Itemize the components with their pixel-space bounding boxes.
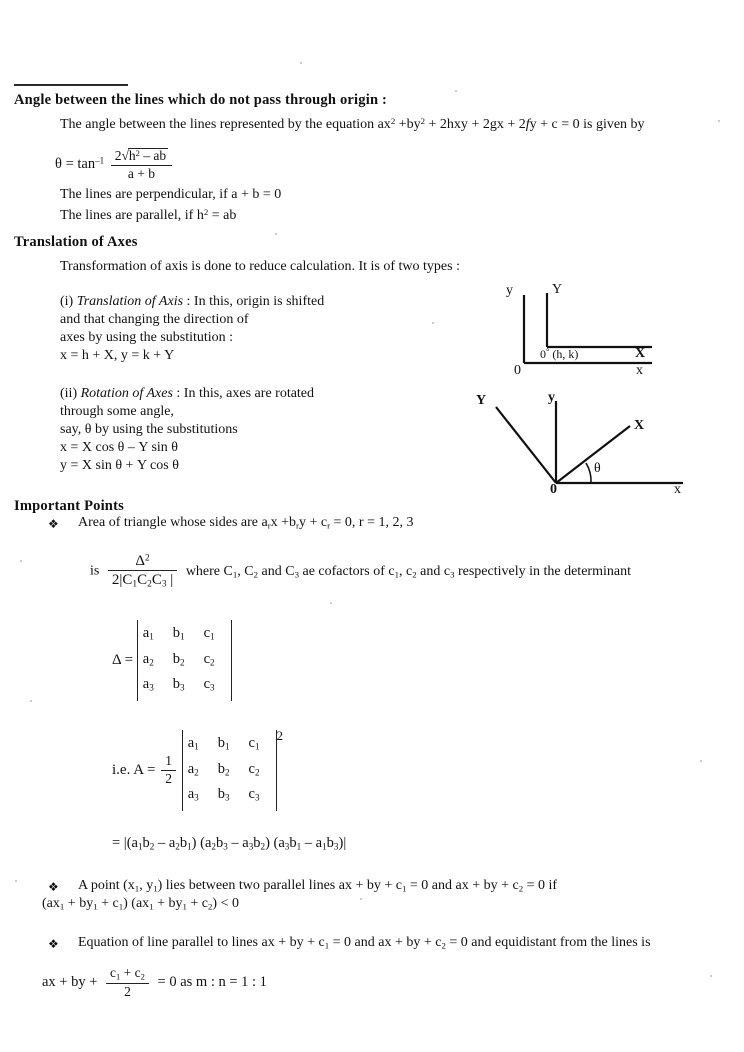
det-cell: $c_1$ bbox=[248, 735, 260, 752]
translation-item2-line5: y = X sin θ + Y cos θ bbox=[60, 458, 179, 473]
one-half-fraction bbox=[161, 754, 176, 786]
scan-speck bbox=[455, 90, 457, 92]
translation-item1-line4: x = h + X, y = k + Y bbox=[60, 348, 175, 363]
det-cell: $b_1$ bbox=[217, 735, 230, 752]
translation-item2-line4: x = X cos θ – Y sin θ bbox=[60, 440, 179, 455]
angle-formula-fraction bbox=[111, 148, 172, 181]
important-point-1-formula-row bbox=[90, 553, 631, 590]
translation-label-x-outer: x bbox=[636, 363, 643, 378]
det-cell: $c_2$ bbox=[203, 650, 215, 668]
point3-formula-prefix: ax + by + bbox=[42, 973, 98, 990]
translation-item1-line1 bbox=[60, 293, 324, 310]
important-point-3-formula bbox=[42, 966, 267, 999]
important-point-1-text: Area of triangle whose sides are $a_rx +b_ry + c_r = 0$, r = 1, 2, 3 bbox=[78, 515, 414, 531]
ie-label: i.e. A = bbox=[112, 761, 156, 778]
scan-speck bbox=[700, 760, 702, 762]
translation-item2-marker: (ii) bbox=[60, 386, 78, 401]
determinant-expansion: = $|(a_1b_2 - a_2b_1)$ $(a_2b_3 - a_3b_2)$ $(a_3b_1 - a_1b_3)|$ bbox=[112, 835, 347, 852]
area-where-text: where $C_1$, $C_2$ and $C_3$ ae cofactors of $c_1$, $c_2$ and $c_3$ respectively in the determinant bbox=[185, 563, 631, 580]
translation-label-y-outer: y bbox=[506, 283, 513, 298]
scan-speck bbox=[300, 62, 302, 64]
det-cell: $a_2$ bbox=[187, 760, 199, 778]
det-cell: $a_3$ bbox=[187, 786, 199, 803]
one-half-denominator: 2 bbox=[165, 770, 172, 786]
scan-speck bbox=[15, 880, 17, 882]
area-determinant-row bbox=[112, 730, 283, 811]
delta-label: Δ = bbox=[112, 651, 134, 668]
bullet-icon: ❖ bbox=[48, 937, 59, 951]
translation-item2-line1-rest: : In this, axes are rotated bbox=[172, 386, 315, 401]
point3-formula-suffix: = 0 as m : n = 1 : 1 bbox=[157, 973, 267, 990]
section-heading-translation-of-axes: Translation of Axes bbox=[14, 234, 138, 250]
section-heading-angle-between-lines: Angle between the lines which do not pass through origin : bbox=[14, 92, 388, 108]
important-point-2-line1: A point ($x_1$, $y_1$) lies between two parallel lines ax + by + $c_1 = 0$ and ax + by + $c_2 = 0$ if bbox=[78, 878, 558, 894]
determinant-exponent: 2 bbox=[276, 728, 284, 743]
scan-speck bbox=[330, 602, 332, 604]
scan-speck bbox=[20, 560, 22, 562]
rotation-label-Y: Y bbox=[476, 393, 487, 408]
point3-fraction bbox=[106, 966, 149, 999]
translation-label-Y-inner: Y bbox=[552, 282, 563, 297]
angle-formula-denominator: a + b bbox=[127, 165, 155, 181]
scan-speck bbox=[275, 233, 277, 235]
bullet-icon: ❖ bbox=[48, 517, 59, 531]
rotation-label-y-axis: y bbox=[548, 390, 555, 405]
area-fraction-numerator: $\Delta^2$ bbox=[108, 553, 177, 571]
table-row bbox=[186, 783, 273, 809]
translation-item2-title: Rotation of Axes bbox=[80, 386, 173, 401]
det-cell: $b_2$ bbox=[172, 650, 185, 668]
det-cell: $a_1$ bbox=[142, 625, 154, 642]
rotation-label-X: X bbox=[634, 418, 645, 433]
det-cell: $c_3$ bbox=[203, 676, 215, 693]
table-row bbox=[141, 648, 228, 674]
det-cell: $b_3$ bbox=[217, 786, 230, 803]
translation-item2-line3: say, θ by using the substitutions bbox=[60, 422, 238, 437]
table-row bbox=[141, 673, 228, 699]
delta-determinant bbox=[137, 620, 232, 701]
scan-speck bbox=[30, 700, 32, 702]
area-fraction-denominator: $2|C_1C_2C_3$ | bbox=[111, 572, 174, 590]
table-row bbox=[186, 758, 273, 784]
area-determinant bbox=[182, 730, 277, 811]
det-cell: $c_3$ bbox=[248, 786, 260, 803]
translation-item1-title: Translation of Axis bbox=[76, 294, 184, 309]
translation-item1-line1-rest: : In this, origin is shifted bbox=[183, 294, 325, 309]
rotation-of-axes-diagram bbox=[476, 390, 693, 498]
det-cell: $b_3$ bbox=[172, 676, 185, 693]
delta-determinant-row bbox=[112, 620, 232, 701]
note-parallel: The lines are parallel, if $h^2$ = ab bbox=[60, 207, 237, 224]
area-fraction bbox=[108, 553, 177, 590]
det-cell: $a_2$ bbox=[142, 650, 154, 668]
scan-speck bbox=[710, 975, 712, 977]
point3-fraction-numerator: $c_1 + c_2$ bbox=[106, 966, 149, 984]
translation-item1-marker: (i) bbox=[60, 294, 74, 309]
translation-of-axes-diagram bbox=[500, 282, 660, 385]
important-point-3-line1: Equation of line parallel to lines ax + by + $c_1 = 0$ and ax + by + $c_2 = 0$ and equidistant from the lines is bbox=[78, 935, 651, 951]
det-cell: $b_2$ bbox=[217, 760, 230, 778]
translation-item1-line3: axes by using the substitution : bbox=[60, 330, 234, 345]
scan-speck bbox=[718, 120, 720, 122]
angle-intro-text: The angle between the lines represented by the equation $ax^2 +by^2 + 2hxy + 2gx + 2fy + c = 0$ is given by bbox=[60, 116, 645, 133]
translation-item2-line1 bbox=[60, 385, 314, 402]
note-perpendicular: The lines are perpendicular, if a + b = 0 bbox=[60, 187, 282, 202]
angle-formula-lhs: θ = tan bbox=[55, 155, 96, 172]
bullet-icon: ❖ bbox=[48, 880, 59, 894]
table-row bbox=[186, 732, 273, 758]
rotation-label-x-axis: x bbox=[674, 482, 681, 497]
translation-new-origin-coords: (h, k) bbox=[552, 347, 579, 362]
angle-formula-exponent: –1 bbox=[95, 155, 105, 166]
det-cell: $a_3$ bbox=[142, 676, 154, 693]
angle-formula bbox=[55, 148, 175, 181]
important-point-2-line2: $(ax_1 + by_1 + c_1) (ax_1 + by_1 + c_2) < 0$ bbox=[42, 896, 239, 912]
translation-item1-line2: and that changing the direction of bbox=[60, 312, 249, 327]
one-half-numerator: 1 bbox=[161, 754, 176, 771]
table-row bbox=[141, 622, 228, 648]
header-divider bbox=[14, 84, 128, 86]
translation-label-origin-inner bbox=[540, 347, 578, 362]
translation-origin-inner-prime: ° bbox=[546, 347, 550, 356]
scan-speck bbox=[432, 322, 434, 324]
det-cell: $c_1$ bbox=[203, 625, 215, 642]
translation-item2-line2: through some angle, bbox=[60, 404, 174, 419]
translation-origin-inner-zero: 0 bbox=[540, 347, 546, 362]
rotation-label-origin: 0 bbox=[550, 482, 557, 497]
rotation-diagram-svg bbox=[478, 393, 693, 498]
translation-label-origin-outer: 0 bbox=[514, 363, 521, 378]
is-label: is bbox=[90, 563, 100, 579]
scan-speck bbox=[360, 898, 362, 900]
det-cell: $a_1$ bbox=[187, 735, 199, 752]
rotation-label-theta: θ bbox=[594, 461, 601, 476]
det-cell: $c_2$ bbox=[248, 760, 260, 778]
translation-intro: Transformation of axis is done to reduce calculation. It is of two types : bbox=[60, 259, 460, 274]
angle-formula-numerator: $2√h^2$ – ab bbox=[111, 148, 172, 166]
translation-label-X-inner: X bbox=[635, 346, 646, 361]
point3-fraction-denominator: 2 bbox=[124, 983, 131, 999]
det-cell: $b_1$ bbox=[172, 625, 185, 642]
section-heading-important-points: Important Points bbox=[14, 498, 124, 514]
